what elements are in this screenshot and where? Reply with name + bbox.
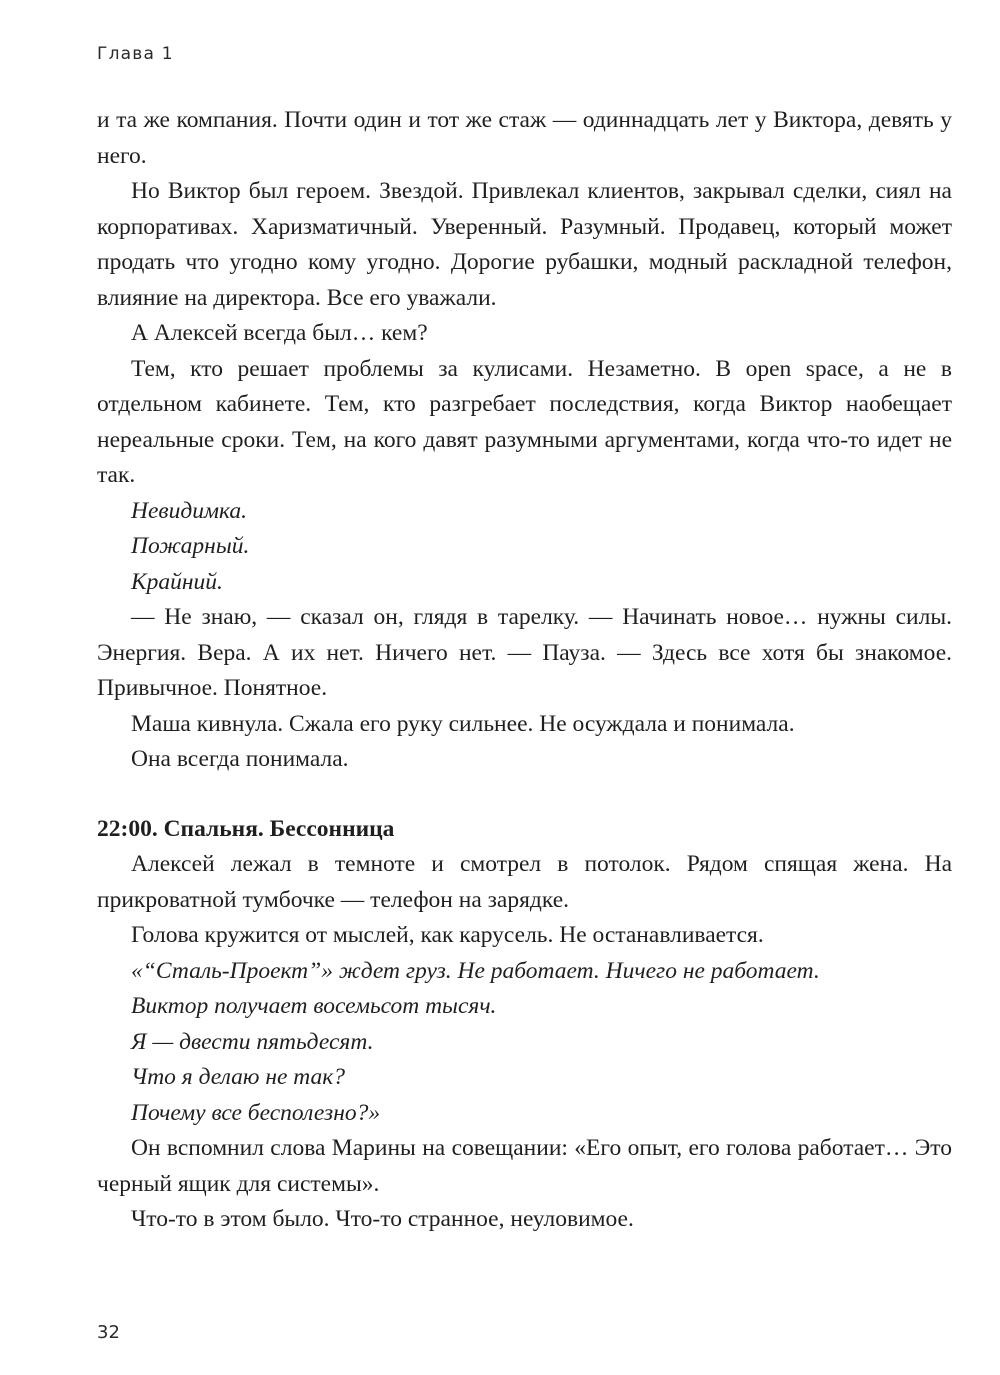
page-body xyxy=(97,103,952,1238)
paragraph: Алексей лежал в темноте и смотрел в потолок. Рядом спящая жена. На прикроватной тумбочке — телефон на зарядке. xyxy=(97,851,952,913)
paragraph: и та же компания. Почти один и тот же стаж — одиннадцать лет у Виктора, девять у него. xyxy=(97,107,952,169)
italic-line: Невидимка. xyxy=(131,497,248,524)
paragraph: Тем, кто решает проблемы за кулисами. Незаметно. В open space, а не в отдельном кабинете. Тем, кто разгребает последствия, когда Виктор наобещает нереальные сроки. Тем, на кого давят разумными аргументами, когда что-то идет не так. xyxy=(97,355,952,488)
italic-line: Я — двести пятьдесят. xyxy=(131,1028,374,1055)
paragraph: А Алексей всегда был… кем? xyxy=(131,320,428,346)
italic-line: Почему все бесполезно?» xyxy=(131,1099,381,1126)
paragraph: Она всегда понимала. xyxy=(131,746,349,772)
paragraph: Он вспомнил слова Марины на совещании: «Его опыт, его голова работает… Это черный ящик для системы». xyxy=(97,1135,952,1197)
italic-line: «“Сталь-Проект”» ждет груз. Не работает. Ничего не работает. xyxy=(131,957,820,984)
paragraph: Что-то в этом было. Что-то странное, неуловимое. xyxy=(131,1206,634,1232)
section-heading: 22:00. Спальня. Бессонница xyxy=(97,815,395,842)
italic-line: Крайний. xyxy=(131,568,223,595)
italic-line: Виктор получает восемьсот тысяч. xyxy=(131,993,497,1019)
paragraph: Голова кружится от мыслей, как карусель. Не останавливается. xyxy=(131,922,764,948)
paragraph: — Не знаю, — сказал он, глядя в тарелку. — Начинать новое… нужны силы. Энергия. Вера. А их нет. Ничего нет. — Пауза. — Здесь все хотя бы знакомое. Привычное. Понятное. xyxy=(97,604,952,701)
italic-line: Что я делаю не так? xyxy=(131,1064,346,1090)
running-head: Глава 1 xyxy=(97,44,174,64)
page-number: 32 xyxy=(97,1322,120,1343)
paragraph: Но Виктор был героем. Звездой. Привлекал клиентов, закрывал сделки, сиял на корпоративах. Харизматичный. Уверенный. Разумный. Продавец, который может продать что угодно кому угодно. Дорогие рубашки, модный раскладной телефон, влияние на директора. Все его уважали. xyxy=(97,178,952,311)
paragraph: Маша кивнула. Сжала его руку сильнее. Не осуждала и понимала. xyxy=(131,710,795,737)
italic-line: Пожарный. xyxy=(131,533,250,559)
